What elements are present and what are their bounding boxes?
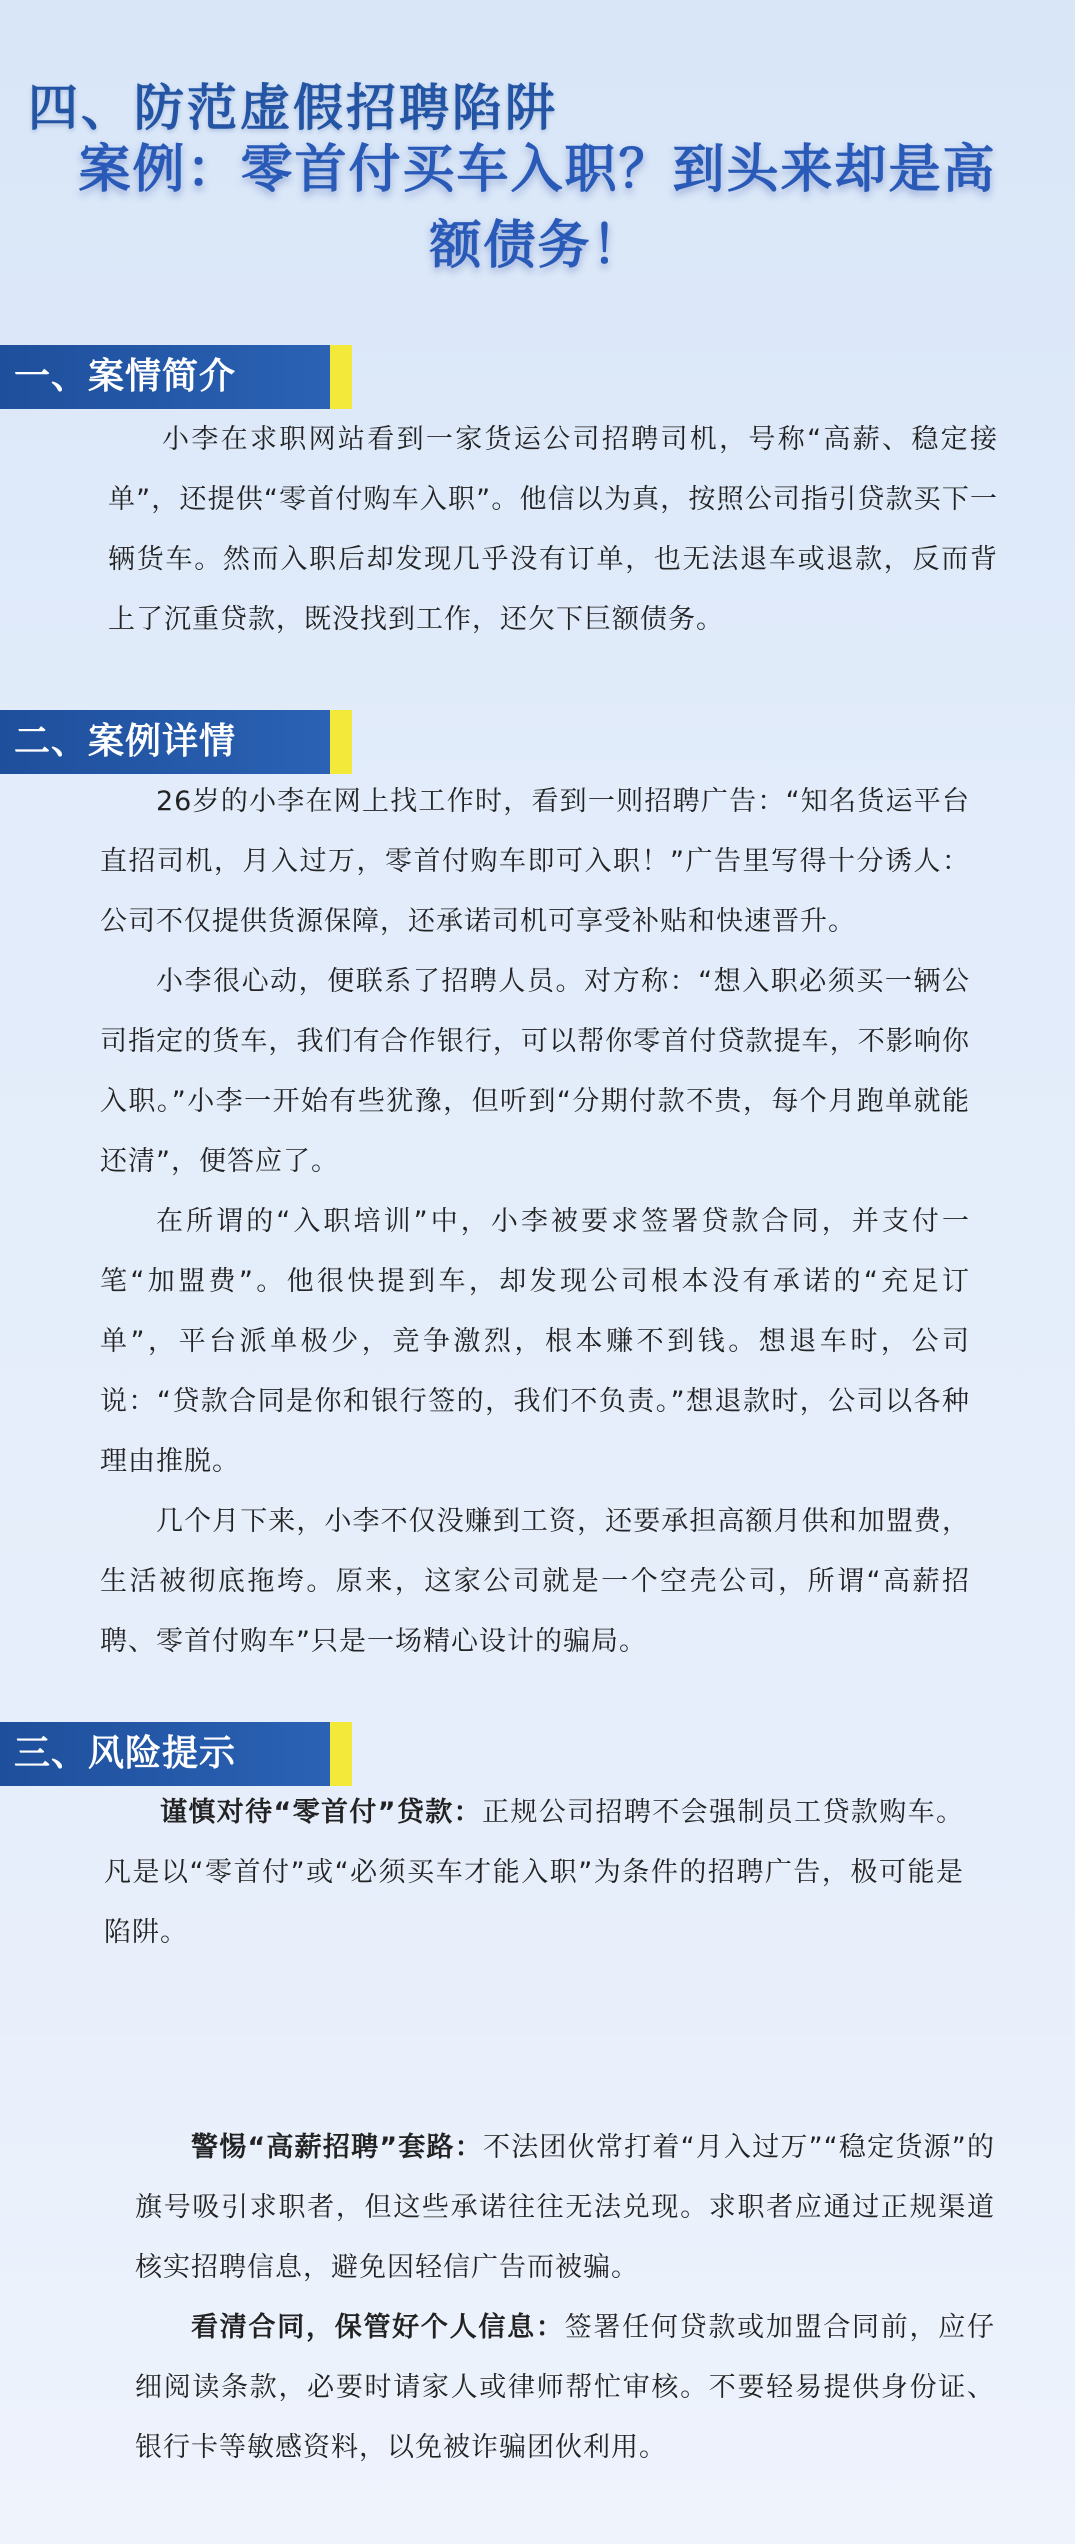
tip-lead: 看清合同，保管好个人信息： [191, 2312, 565, 2343]
main-title: 四、防范虚假招聘陷阱 [28, 79, 558, 137]
section-header-details [0, 710, 352, 774]
section-accent [330, 710, 352, 774]
details-paragraph-2: 小李很心动，便联系了招聘人员。对方称：“想入职必须买一辆公司指定的货车，我们有合作银行，可以帮你零首付贷款提车，不影响你入职。”小李一开始有些犹豫，但听到“分期付款不贵，每个月跑单就能还清”，便答应了。 [100, 966, 970, 1177]
tip-text: 正规公司招聘不会强制员工贷款购车。凡是以“零首付”或“必须买车才能入职”为条件的招聘广告，极可能是陷阱。 [104, 1797, 964, 1948]
risk-tip-1 [104, 1783, 964, 1963]
tip-lead: 警惕“高薪招聘”套路： [191, 2132, 483, 2163]
section-title: 三、风险提示 [14, 1733, 237, 1774]
case-title: 案例：零首付买车入职？到头来却是高额债务！ [78, 140, 997, 276]
tip-lead: 谨慎对待“零首付”贷款： [160, 1797, 482, 1828]
summary-paragraph: 小李在求职网站看到一家货运公司招聘司机，号称“高薪、稳定接单”，还提供“零首付购车入职”。他信以为真，按照公司指引贷款买下一辆货车。然而入职后却发现几乎没有订单，也无法退车或退款，反而背上了沉重贷款，既没找到工作，还欠下巨额债务。 [108, 424, 998, 635]
section-accent [330, 345, 352, 409]
section-header-summary [0, 345, 352, 409]
details-paragraph-1: 26岁的小李在网上找工作时，看到一则招聘广告：“知名货运平台直招司机，月入过万，零首付购车即可入职！”广告里写得十分诱人：公司不仅提供货源保障，还承诺司机可享受补贴和快速晋升。 [100, 786, 970, 937]
section-title: 二、案例详情 [14, 721, 237, 762]
details-paragraph-3: 在所谓的“入职培训”中，小李被要求签署贷款合同，并支付一笔“加盟费”。他很快提到车，却发现公司根本没有承诺的“充足订单”，平台派单极少，竞争激烈，根本赚不到钱。想退车时，公司说：“贷款合同是你和银行签的，我们不负责。”想退款时，公司以各种理由推脱。 [100, 1206, 970, 1477]
risk-tip-3 [135, 2298, 995, 2478]
section-accent [330, 1722, 352, 1786]
tip-text: 签署任何贷款或加盟合同前，应仔细阅读条款，必要时请家人或律师帮忙审核。不要轻易提供身份证、银行卡等敏感资料，以免被诈骗团伙利用。 [135, 2312, 996, 2463]
section-title: 一、案情简介 [14, 356, 237, 397]
risk-tip-2 [135, 2118, 995, 2298]
tip-text: 不法团伙常打着“月入过万”“稳定货源”的旗号吸引求职者，但这些承诺往往无法兑现。求职者应通过正规渠道核实招聘信息，避免因轻信广告而被骗。 [135, 2132, 995, 2283]
section-header-risk [0, 1722, 352, 1786]
details-paragraph-4: 几个月下来，小李不仅没赚到工资，还要承担高额月供和加盟费，生活被彻底拖垮。原来，这家公司就是一个空壳公司，所谓“高薪招聘、零首付购车”只是一场精心设计的骗局。 [100, 1506, 970, 1657]
